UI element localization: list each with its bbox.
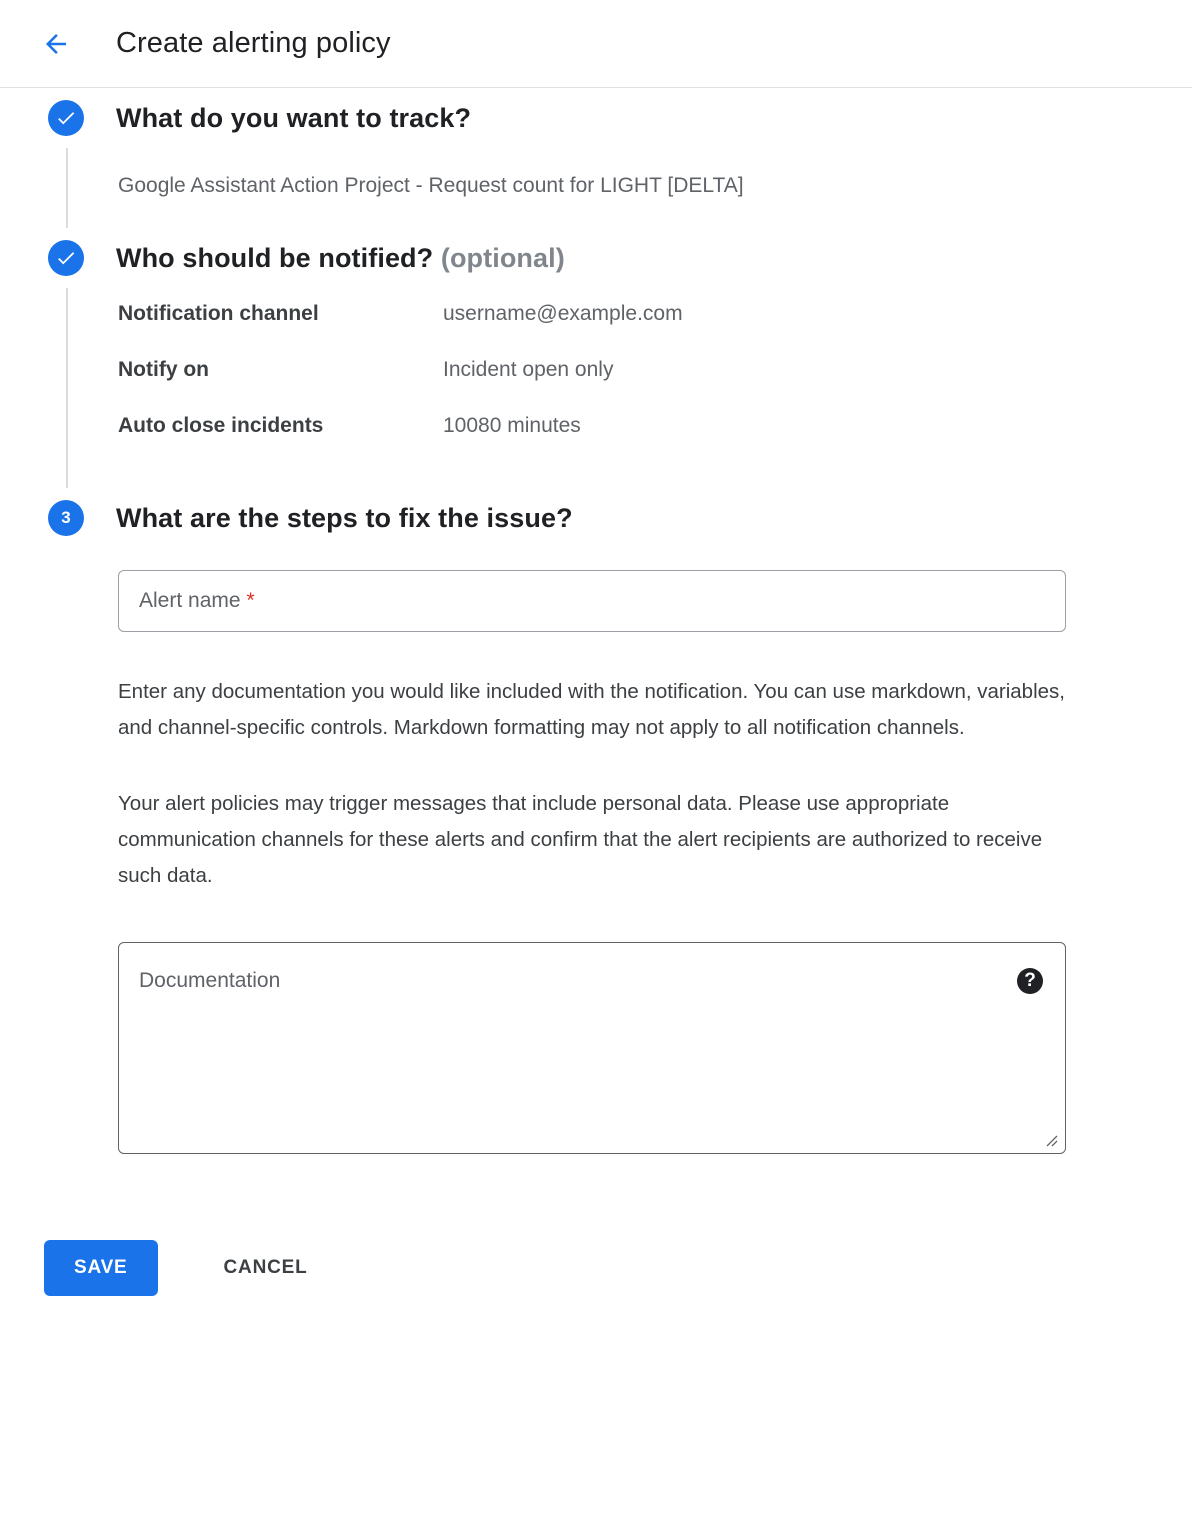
notification-summary-table <box>118 288 1192 488</box>
step-3-header[interactable] <box>0 488 1192 548</box>
alert-name-placeholder: Alert name <box>139 589 241 612</box>
create-alerting-policy-form <box>0 88 1192 1296</box>
step-2-title-text: Who should be notified? <box>116 242 434 273</box>
auto-close-incidents-value: 10080 minutes <box>443 414 581 437</box>
table-row <box>118 302 1192 358</box>
table-row <box>118 414 1192 470</box>
step-number-badge: 3 <box>48 500 84 536</box>
form-actions <box>44 1240 1192 1296</box>
step-2-title <box>116 243 565 274</box>
resize-handle[interactable] <box>1043 1132 1059 1148</box>
tracked-metric-summary: Google Assistant Action Project - Request count for LIGHT [DELTA] <box>118 174 744 197</box>
page-title: Create alerting policy <box>116 27 391 59</box>
help-icon[interactable]: ? <box>1017 968 1043 994</box>
cancel-button[interactable]: CANCEL <box>198 1240 334 1296</box>
alert-name-field[interactable] <box>118 570 1066 632</box>
step-2-header[interactable] <box>0 228 1192 288</box>
page-header <box>0 0 1192 88</box>
documentation-placeholder: Documentation <box>139 969 281 992</box>
table-row <box>118 358 1192 414</box>
back-arrow-icon[interactable] <box>34 22 78 66</box>
step-1-header[interactable] <box>0 88 1192 148</box>
step-2-body <box>66 288 1192 488</box>
required-marker: * <box>246 589 255 612</box>
step-1-body <box>66 148 1192 228</box>
step-1-title: What do you want to track? <box>116 102 472 133</box>
documentation-help-paragraph-1: Enter any documentation you would like included with the notification. You can use markdown, variables, and channel-specific controls. Markdown formatting may not apply to all notification channels. <box>118 680 1065 739</box>
step-3-title: What are the steps to fix the issue? <box>116 502 573 533</box>
notify-on-label: Notify on <box>118 358 209 381</box>
documentation-help-paragraph-2: Your alert policies may trigger messages that include personal data. Please use appropriate communication channels for these alerts and confirm that the alert recipients are authorized to receive such data. <box>118 792 1043 887</box>
step-who-notified <box>0 228 1192 488</box>
check-icon <box>48 240 84 276</box>
step-steps-to-fix <box>0 488 1192 1154</box>
step-what-to-track <box>0 88 1192 228</box>
step-3-body <box>118 548 1192 1154</box>
save-button[interactable]: SAVE <box>44 1240 158 1296</box>
notification-channel-label: Notification channel <box>118 302 319 325</box>
notification-channel-value: username@example.com <box>443 302 683 325</box>
step-2-optional-label: (optional) <box>433 242 565 273</box>
auto-close-incidents-label: Auto close incidents <box>118 414 324 437</box>
notify-on-value: Incident open only <box>443 358 614 381</box>
documentation-textarea[interactable] <box>118 942 1066 1154</box>
check-icon <box>48 100 84 136</box>
